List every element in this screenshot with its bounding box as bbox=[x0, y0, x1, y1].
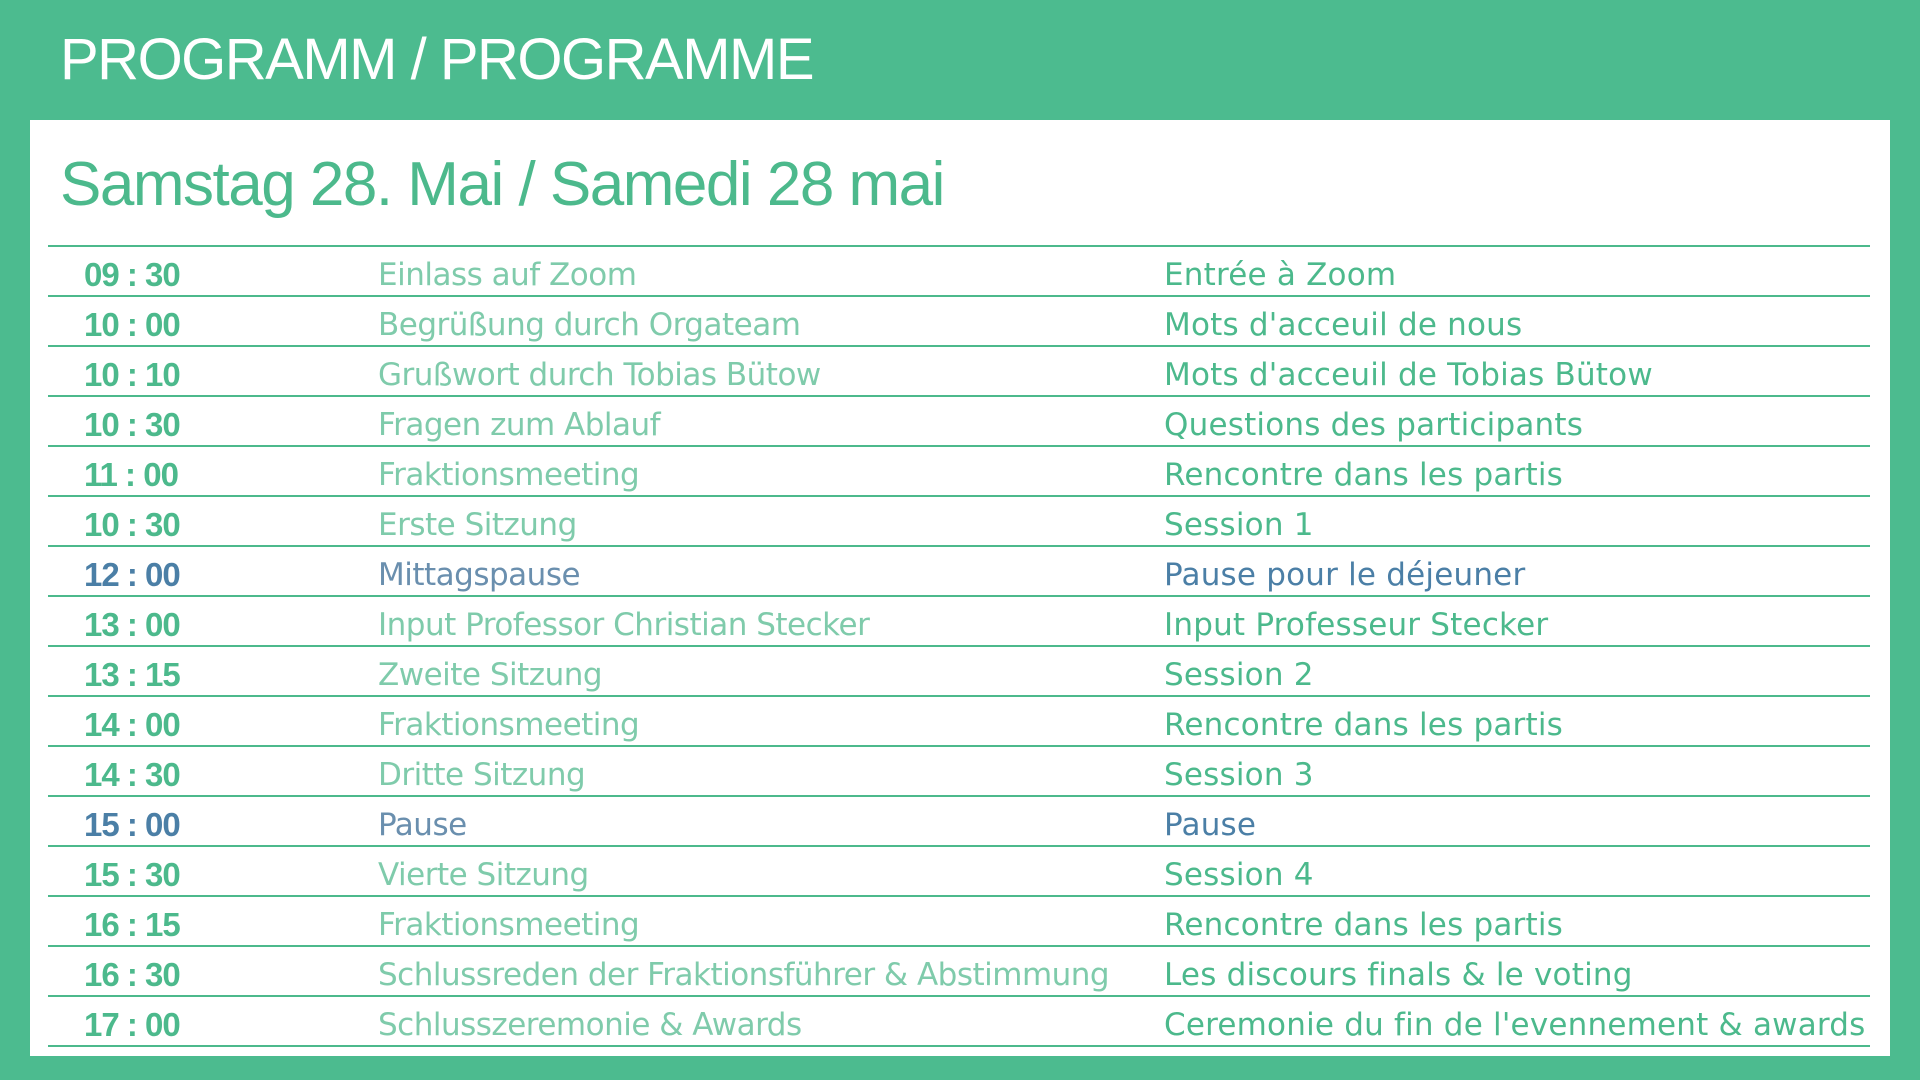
time-cell: 10 : 30 bbox=[84, 506, 180, 543]
german-cell: Fragen zum Ablauf bbox=[378, 407, 661, 443]
time-cell: 15 : 30 bbox=[84, 856, 180, 893]
schedule-row bbox=[48, 597, 1870, 647]
schedule-row bbox=[48, 697, 1870, 747]
time-cell: 10 : 30 bbox=[84, 406, 180, 443]
schedule-row bbox=[48, 347, 1870, 397]
french-cell: Input Professeur Stecker bbox=[1164, 607, 1549, 643]
french-cell: Session 1 bbox=[1164, 507, 1314, 543]
schedule-row bbox=[48, 897, 1870, 947]
schedule-row-pause bbox=[48, 797, 1870, 847]
german-cell: Vierte Sitzung bbox=[378, 857, 589, 893]
time-cell: 17 : 00 bbox=[84, 1006, 180, 1043]
german-cell: Input Professor Christian Stecker bbox=[378, 607, 870, 643]
german-cell: Fraktionsmeeting bbox=[378, 907, 640, 943]
french-cell: Entrée à Zoom bbox=[1164, 257, 1397, 293]
french-cell: Les discours finals & le voting bbox=[1164, 957, 1633, 993]
schedule-row bbox=[48, 947, 1870, 997]
french-cell: Session 2 bbox=[1164, 657, 1314, 693]
time-cell: 10 : 10 bbox=[84, 356, 180, 393]
french-cell: Mots d'acceuil de nous bbox=[1164, 307, 1523, 343]
schedule-row bbox=[48, 397, 1870, 447]
french-cell: Session 3 bbox=[1164, 757, 1314, 793]
german-cell: Begrüßung durch Orgateam bbox=[378, 307, 801, 343]
schedule-row bbox=[48, 747, 1870, 797]
german-cell: Mittagspause bbox=[378, 557, 581, 593]
german-cell: Schlussreden der Fraktionsführer & Abstimmung bbox=[378, 957, 1110, 993]
schedule-row bbox=[48, 297, 1870, 347]
french-cell: Session 4 bbox=[1164, 857, 1314, 893]
french-cell: Rencontre dans les partis bbox=[1164, 457, 1564, 493]
time-cell: 14 : 00 bbox=[84, 706, 180, 743]
time-cell: 16 : 30 bbox=[84, 956, 180, 993]
german-cell: Fraktionsmeeting bbox=[378, 457, 640, 493]
time-cell: 10 : 00 bbox=[84, 306, 180, 343]
time-cell: 13 : 15 bbox=[84, 656, 180, 693]
schedule-table bbox=[48, 245, 1870, 1047]
schedule-row bbox=[48, 997, 1870, 1047]
day-title: Samstag 28. Mai / Samedi 28 mai bbox=[60, 150, 944, 219]
german-cell: Erste Sitzung bbox=[378, 507, 577, 543]
schedule-row bbox=[48, 497, 1870, 547]
german-cell: Schlusszeremonie & Awards bbox=[378, 1007, 802, 1043]
schedule-row bbox=[48, 647, 1870, 697]
french-cell: Mots d'acceuil de Tobias Bütow bbox=[1164, 357, 1653, 393]
time-cell: 09 : 30 bbox=[84, 256, 180, 293]
french-cell: Pause bbox=[1164, 807, 1257, 843]
french-cell: Questions des participants bbox=[1164, 407, 1584, 443]
time-cell: 15 : 00 bbox=[84, 806, 180, 843]
schedule-row bbox=[48, 447, 1870, 497]
time-cell: 13 : 00 bbox=[84, 606, 180, 643]
time-cell: 16 : 15 bbox=[84, 906, 180, 943]
time-cell: 14 : 30 bbox=[84, 756, 180, 793]
french-cell: Ceremonie du fin de l'evennement & awards bbox=[1164, 1007, 1866, 1043]
time-cell: 12 : 00 bbox=[84, 556, 180, 593]
page-title: PROGRAMM / PROGRAMME bbox=[60, 27, 814, 92]
french-cell: Pause pour le déjeuner bbox=[1164, 557, 1526, 593]
schedule-card bbox=[30, 120, 1890, 1056]
schedule-row bbox=[48, 847, 1870, 897]
german-cell: Dritte Sitzung bbox=[378, 757, 586, 793]
german-cell: Zweite Sitzung bbox=[378, 657, 603, 693]
schedule-row bbox=[48, 247, 1870, 297]
german-cell: Pause bbox=[378, 807, 467, 843]
german-cell: Grußwort durch Tobias Bütow bbox=[378, 357, 821, 393]
time-cell: 11 : 00 bbox=[84, 456, 178, 493]
french-cell: Rencontre dans les partis bbox=[1164, 907, 1564, 943]
schedule-row-pause bbox=[48, 547, 1870, 597]
german-cell: Einlass auf Zoom bbox=[378, 257, 637, 293]
french-cell: Rencontre dans les partis bbox=[1164, 707, 1564, 743]
german-cell: Fraktionsmeeting bbox=[378, 707, 640, 743]
